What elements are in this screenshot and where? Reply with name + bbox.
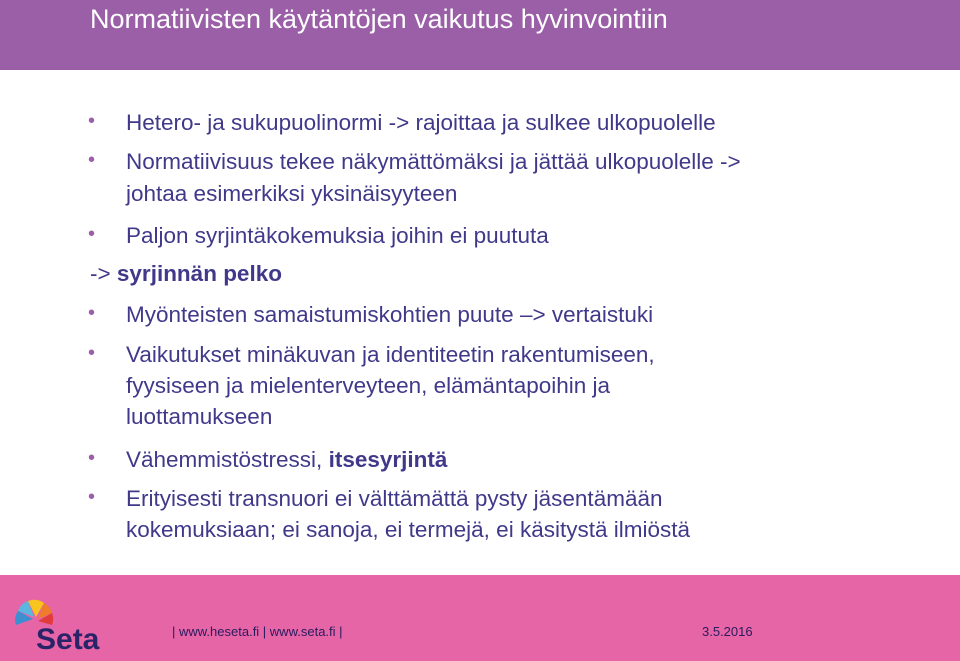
bullet-icon: • bbox=[88, 342, 96, 364]
bullet-icon: • bbox=[88, 149, 96, 171]
slide-title: Normatiivisten käytäntöjen vaikutus hyvinvointiin bbox=[90, 4, 668, 34]
bullet-icon: • bbox=[88, 447, 96, 469]
arrow-prefix: -> bbox=[90, 261, 111, 286]
seta-logo bbox=[14, 597, 114, 653]
footer-bar bbox=[0, 575, 960, 661]
footer-links[interactable]: | www.heseta.fi | www.seta.fi | bbox=[172, 624, 343, 639]
bullet-text-6-bold: itsesyrjintä bbox=[328, 447, 448, 472]
seta-logo-text: Seta bbox=[36, 623, 100, 653]
bullet-icon: • bbox=[88, 110, 96, 132]
bullet-text-2-line-1: Normatiivisuus tekee näkymättömäksi ja jättää ulkopuolelle -> bbox=[126, 149, 741, 174]
bullet-icon: • bbox=[88, 302, 96, 324]
bullet-text-5-line-1: Vaikutukset minäkuvan ja identiteetin rakentumiseen, bbox=[126, 342, 655, 367]
bullet-icon: • bbox=[88, 486, 96, 508]
bullet-text-7-line-1: Erityisesti transnuori ei välttämättä pysty jäsentämään bbox=[126, 486, 663, 511]
arrow-bold-text: syrjinnän pelko bbox=[116, 261, 282, 286]
bullet-text-4: Myönteisten samaistumiskohtien puute –> vertaistuki bbox=[126, 302, 654, 327]
bullet-text-5-line-3: luottamukseen bbox=[126, 404, 273, 429]
bullet-text-6-plain: Vähemmistöstressi, bbox=[126, 447, 323, 472]
bullet-icon: • bbox=[88, 223, 96, 245]
bullet-text-5-line-2: fyysiseen ja mielenterveyteen, elämäntapoihin ja bbox=[126, 373, 611, 398]
bullet-text-7-line-2: kokemuksiaan; ei sanoja, ei termejä, ei käsitystä ilmiöstä bbox=[126, 517, 690, 542]
bullet-text-3: Paljon syrjintäkokemuksia joihin ei puututa bbox=[126, 223, 549, 248]
rainbow-mark-icon bbox=[15, 600, 53, 625]
arrow-line bbox=[90, 259, 282, 289]
bullet-text-1: Hetero- ja sukupuolinormi -> rajoittaa ja sulkee ulkopuolelle bbox=[126, 110, 716, 135]
bullet-text-6 bbox=[126, 445, 447, 475]
bullet-text-2-line-2: johtaa esimerkiksi yksinäisyyteen bbox=[126, 181, 458, 206]
footer-date: 3.5.2016 bbox=[702, 624, 753, 639]
